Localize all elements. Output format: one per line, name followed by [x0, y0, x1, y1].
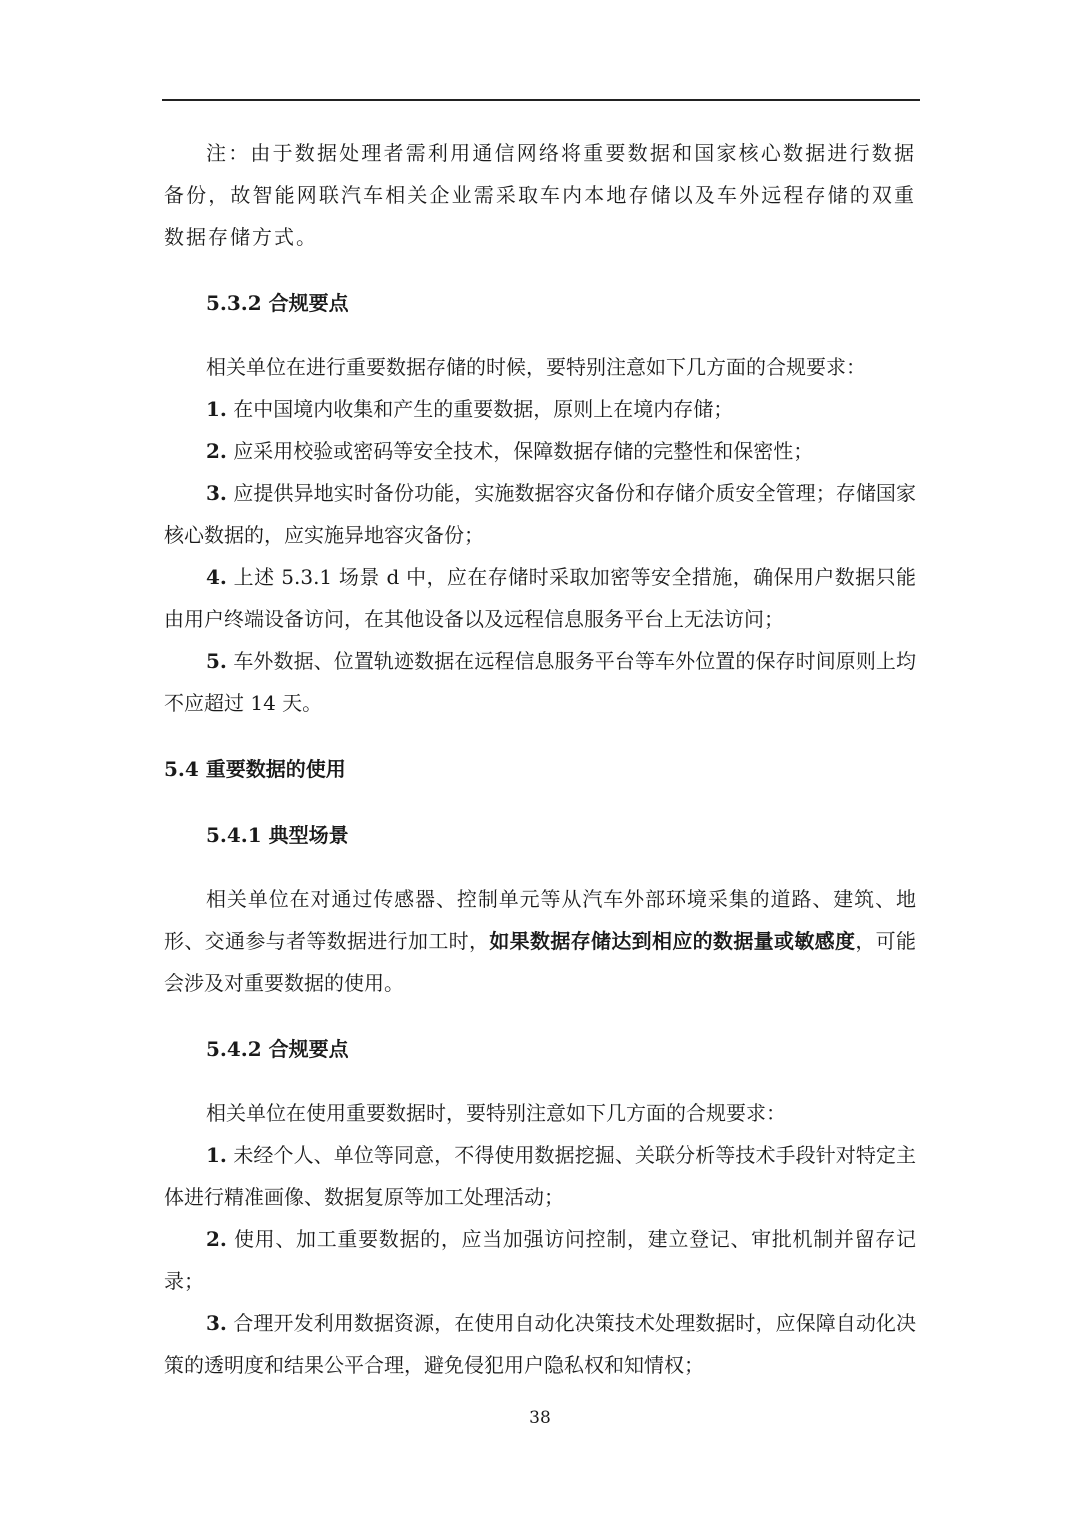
list-item — [164, 1218, 916, 1302]
list-item — [164, 430, 916, 472]
item-text: 使用、加工重要数据的，应当加强访问控制，建立登记、审批机制并留存记录； — [164, 1227, 916, 1293]
item-text: 未经个人、单位等同意，不得使用数据挖掘、关联分析等技术手段针对特定主体进行精准画像、数据复原等加工处理活动； — [164, 1143, 917, 1209]
item-text: 在中国境内收集和产生的重要数据，原则上在境内存储； — [233, 397, 734, 421]
intro-5-4-2: 相关单位在使用重要数据时，要特别注意如下几方面的合规要求： — [206, 1101, 786, 1125]
item-text: 上述 5.3.1 场景 d 中，应在存储时采取加密等安全措施，确保用户数据只能由用户终端设备访问，在其他设备以及远程信息服务平台上无法访问； — [164, 565, 917, 631]
list-item — [164, 388, 916, 430]
page-content — [164, 132, 916, 1386]
item-text: 车外数据、位置轨迹数据在远程信息服务平台等车外位置的保存时间原则上均不应超过 14 天。 — [164, 649, 917, 715]
item-text: 应采用校验或密码等安全技术，保障数据存储的完整性和保密性； — [233, 439, 814, 463]
item-number: 2. — [206, 439, 227, 463]
item-number: 3. — [206, 481, 227, 505]
item-number: 1. — [206, 1143, 227, 1167]
heading-5-4: 5.4 重要数据的使用 — [164, 757, 346, 781]
list-item — [164, 472, 916, 556]
list-item — [164, 556, 916, 640]
para-emphasis: 如果数据存储达到相应的数据量或敏感度 — [489, 929, 856, 953]
item-text: 合理开发利用数据资源，在使用自动化决策技术处理数据时，应保障自动化决策的透明度和结果公平合理，避免侵犯用户隐私权和知情权； — [164, 1311, 917, 1377]
page-number: 38 — [529, 1408, 551, 1428]
list-item — [164, 1302, 916, 1386]
heading-5-3-2: 5.3.2 合规要点 — [206, 291, 349, 315]
item-number: 4. — [206, 565, 227, 589]
para-text: 相关单位在对通过传感器、控制单元等从汽车外部环境采集的道路、建筑、地形、交通参与者等数据进行加工时， — [164, 887, 916, 953]
heading-5-4-1: 5.4.1 典型场景 — [206, 823, 349, 847]
item-number: 1. — [206, 397, 227, 421]
intro-5-3-2: 相关单位在进行重要数据存储的时候，要特别注意如下几方面的合规要求： — [206, 355, 866, 379]
header-rule — [162, 99, 920, 101]
item-number: 2. — [206, 1227, 227, 1251]
note-paragraph: 注：由于数据处理者需利用通信网络将重要数据和国家核心数据进行数据备份，故智能网联汽车相关企业需采取车内本地存储以及车外远程存储的双重数据存储方式。 — [164, 141, 916, 249]
item-number: 5. — [206, 649, 227, 673]
heading-5-4-2: 5.4.2 合规要点 — [206, 1037, 349, 1061]
para-text: ，可能会涉及对重要数据的使用。 — [164, 929, 917, 995]
item-text: 应提供异地实时备份功能，实施数据容灾备份和存储介质安全管理；存储国家核心数据的，应实施异地容灾备份； — [164, 481, 917, 547]
list-item — [164, 640, 916, 724]
item-number: 3. — [206, 1311, 227, 1335]
paragraph-5-4-1 — [164, 878, 916, 1004]
list-item — [164, 1134, 916, 1218]
